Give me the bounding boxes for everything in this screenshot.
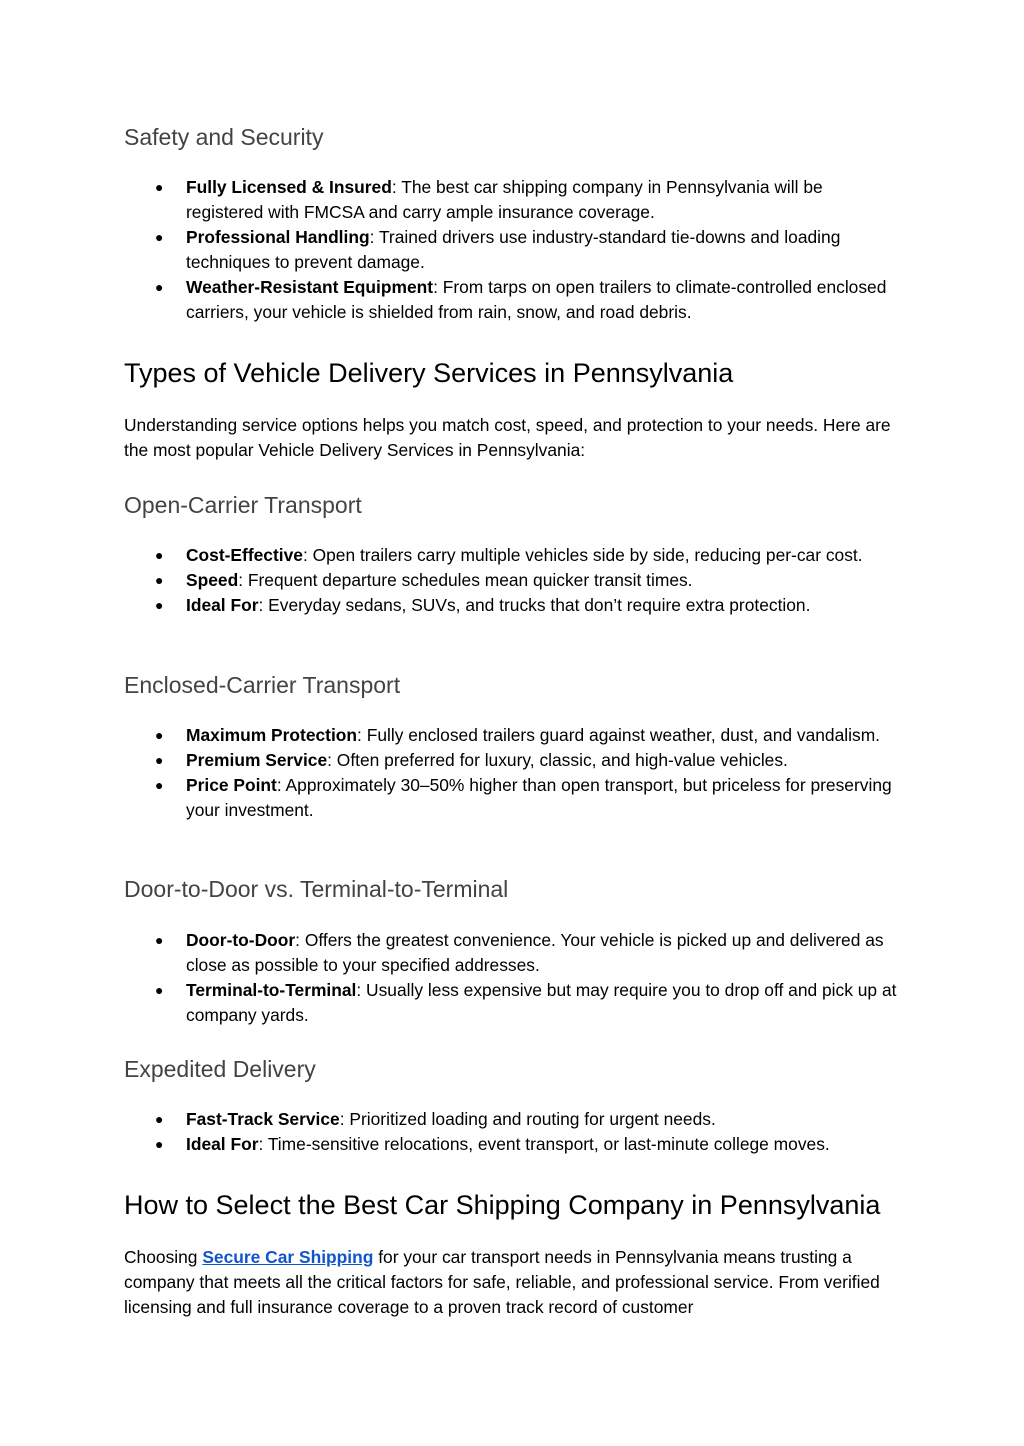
bullet-icon: ● [155,1136,164,1152]
bullet-list-expedited [124,1107,904,1157]
list-item [124,543,904,568]
paragraph-text-before: Choosing [124,1247,203,1267]
heading-how-to-select: How to Select the Best Car Shipping Company in Pennsylvania [124,1190,881,1220]
item-term: Price Point [186,775,277,795]
item-text: : Open trailers carry multiple vehicles side by side, reducing per‑car cost. [302,545,863,565]
item-term: Cost‑Effective [186,545,303,565]
item-text: : Fully enclosed trailers guard against weather, dust, and vandalism. [357,725,881,745]
list-item [124,1132,904,1157]
item-text: : Everyday sedans, SUVs, and trucks that don’t require extra protection. [258,595,811,615]
item-text: : Offers the greatest convenience. Your vehicle is picked up and delivered as close as possible to your specified addresses. [186,930,884,975]
item-text: : Prioritized loading and routing for urgent needs. [339,1109,716,1129]
item-term: Ideal For [186,1134,259,1154]
bullet-icon: ● [155,777,164,793]
bullet-icon: ● [155,982,164,998]
bullet-list-safety [124,175,904,325]
bullet-icon: ● [155,572,164,588]
section-heading-open-carrier: Open‑Carrier Transport [124,492,362,518]
item-text: : Trained drivers use industry‑standard tie‑downs and loading techniques to prevent damage. [186,227,841,272]
bullet-icon: ● [155,1111,164,1127]
item-text: : Often preferred for luxury, classic, and high‑value vehicles. [327,750,788,770]
item-term: Weather‑Resistant Equipment [186,277,434,297]
bullet-icon: ● [155,932,164,948]
item-term: Terminal‑to‑Terminal [186,980,357,1000]
list-item [124,225,904,275]
bullet-icon: ● [155,229,164,245]
section-heading-door-vs-terminal: Door‑to‑Door vs. Terminal‑to‑Terminal [124,876,509,902]
bullet-list-open-carrier [124,543,904,618]
paragraph-select [124,1245,904,1320]
item-term: Ideal For [186,595,259,615]
bullet-icon: ● [155,752,164,768]
paragraph-text-after: for your car transport needs in Pennsylvania means trusting a company that meets all the critical factors for safe, reliable, and professional service. From verified licensing and full insurance coverage to a proven track record of customer [124,1247,880,1317]
item-term: Premium Service [186,750,328,770]
section-heading-expedited: Expedited Delivery [124,1056,316,1082]
item-term: Maximum Protection [186,725,358,745]
list-item [124,1107,904,1132]
list-item [124,978,904,1028]
bullet-icon: ● [155,279,164,295]
list-item [124,568,904,593]
list-item [124,275,904,325]
list-item [124,723,904,748]
list-item [124,593,904,618]
list-item [124,175,904,225]
list-item [124,773,904,823]
section-heading-safety: Safety and Security [124,124,324,150]
bullet-icon: ● [155,597,164,613]
bullet-icon: ● [155,179,164,195]
item-term: Door‑to‑Door [186,930,296,950]
item-term: Fast‑Track Service [186,1109,340,1129]
item-term: Fully Licensed & Insured [186,177,392,197]
bullet-icon: ● [155,727,164,743]
item-text: : Time‑sensitive relocations, event transport, or last‑minute college moves. [258,1134,830,1154]
item-text: : The best car shipping company in Pennsylvania will be registered with FMCSA and carry ample insurance coverage. [186,177,823,222]
list-item [124,748,904,773]
item-text: : Frequent departure schedules mean quicker transit times. [238,570,693,590]
bullet-icon: ● [155,547,164,563]
paragraph-types-intro: Understanding service options helps you match cost, speed, and protection to your needs. Here are the most popular Vehicle Delivery Services in Pennsylvania: [124,415,891,460]
item-term: Speed [186,570,239,590]
item-term: Professional Handling [186,227,370,247]
secure-car-shipping-link[interactable]: Secure Car Shipping [202,1247,374,1267]
item-text: : Usually less expensive but may require you to drop off and pick up at company yards. [186,980,897,1025]
bullet-list-door-vs-terminal [124,928,904,1028]
item-text: : From tarps on open trailers to climate‑controlled enclosed carriers, your vehicle is shielded from rain, snow, and road debris. [186,277,887,322]
heading-types-of-services: Types of Vehicle Delivery Services in Pennsylvania [124,358,734,388]
bullet-list-enclosed-carrier [124,723,904,823]
list-item [124,928,904,978]
item-text: : Approximately 30–50% higher than open transport, but priceless for preserving your investment. [186,775,892,820]
section-heading-enclosed-carrier: Enclosed‑Carrier Transport [124,672,401,698]
